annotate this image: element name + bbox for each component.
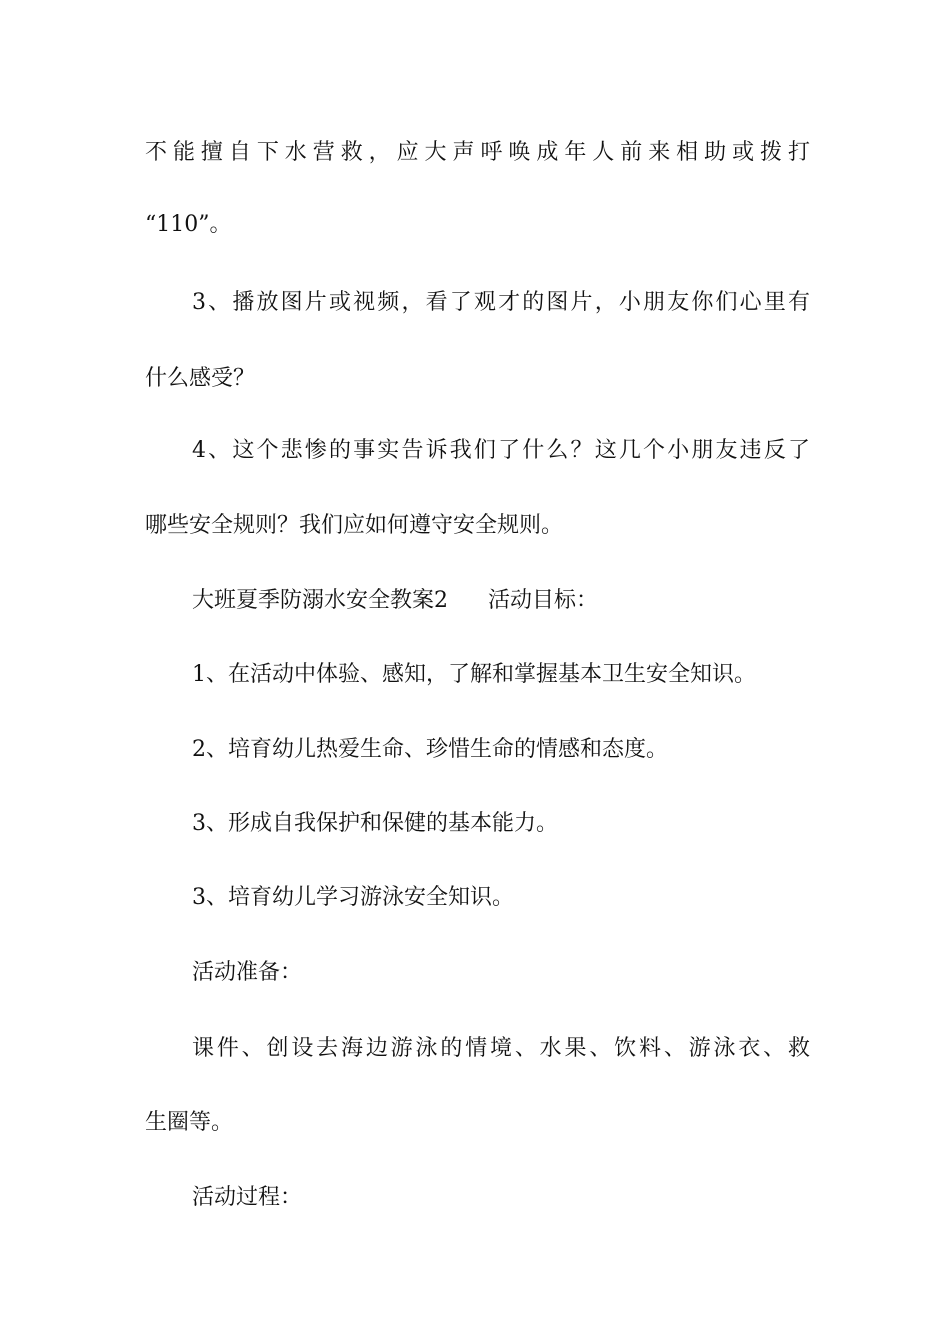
goal-item: 1、在活动中体验、感知，了解和掌握基本卫生安全知识。 xyxy=(192,662,756,687)
paragraph-line: 生圈等。 xyxy=(145,1110,234,1135)
process-heading: 活动过程： xyxy=(192,1185,303,1210)
goal-item: 2、培育幼儿热爱生命、珍惜生命的情感和态度。 xyxy=(192,737,668,762)
section-title: 大班夏季防溺水安全教案2 xyxy=(192,588,448,613)
goal-item: 3、培育幼儿学习游泳安全知识。 xyxy=(192,885,514,910)
paragraph-line: 不能擅自下水营救，应大声呼唤成年人前来相助或拨打 xyxy=(145,140,810,165)
preparation-heading: 活动准备： xyxy=(192,960,303,985)
paragraph-line: 什么感受？ xyxy=(145,366,256,391)
paragraph-line: “110”。 xyxy=(145,212,232,237)
paragraph-line: 3、播放图片或视频，看了观才的图片，小朋友你们心里有 xyxy=(192,290,810,315)
paragraph-line: 哪些安全规则？我们应如何遵守安全规则。 xyxy=(145,513,564,538)
section-heading-line xyxy=(192,586,810,616)
goal-item: 3、形成自我保护和保健的基本能力。 xyxy=(192,811,558,836)
paragraph-line: 4、这个悲惨的事实告诉我们了什么？这几个小朋友违反了 xyxy=(192,438,810,463)
paragraph-line: 课件、创设去海边游泳的情境、水果、饮料、游泳衣、救 xyxy=(192,1036,810,1061)
section-subtitle: 活动目标： xyxy=(488,588,599,613)
